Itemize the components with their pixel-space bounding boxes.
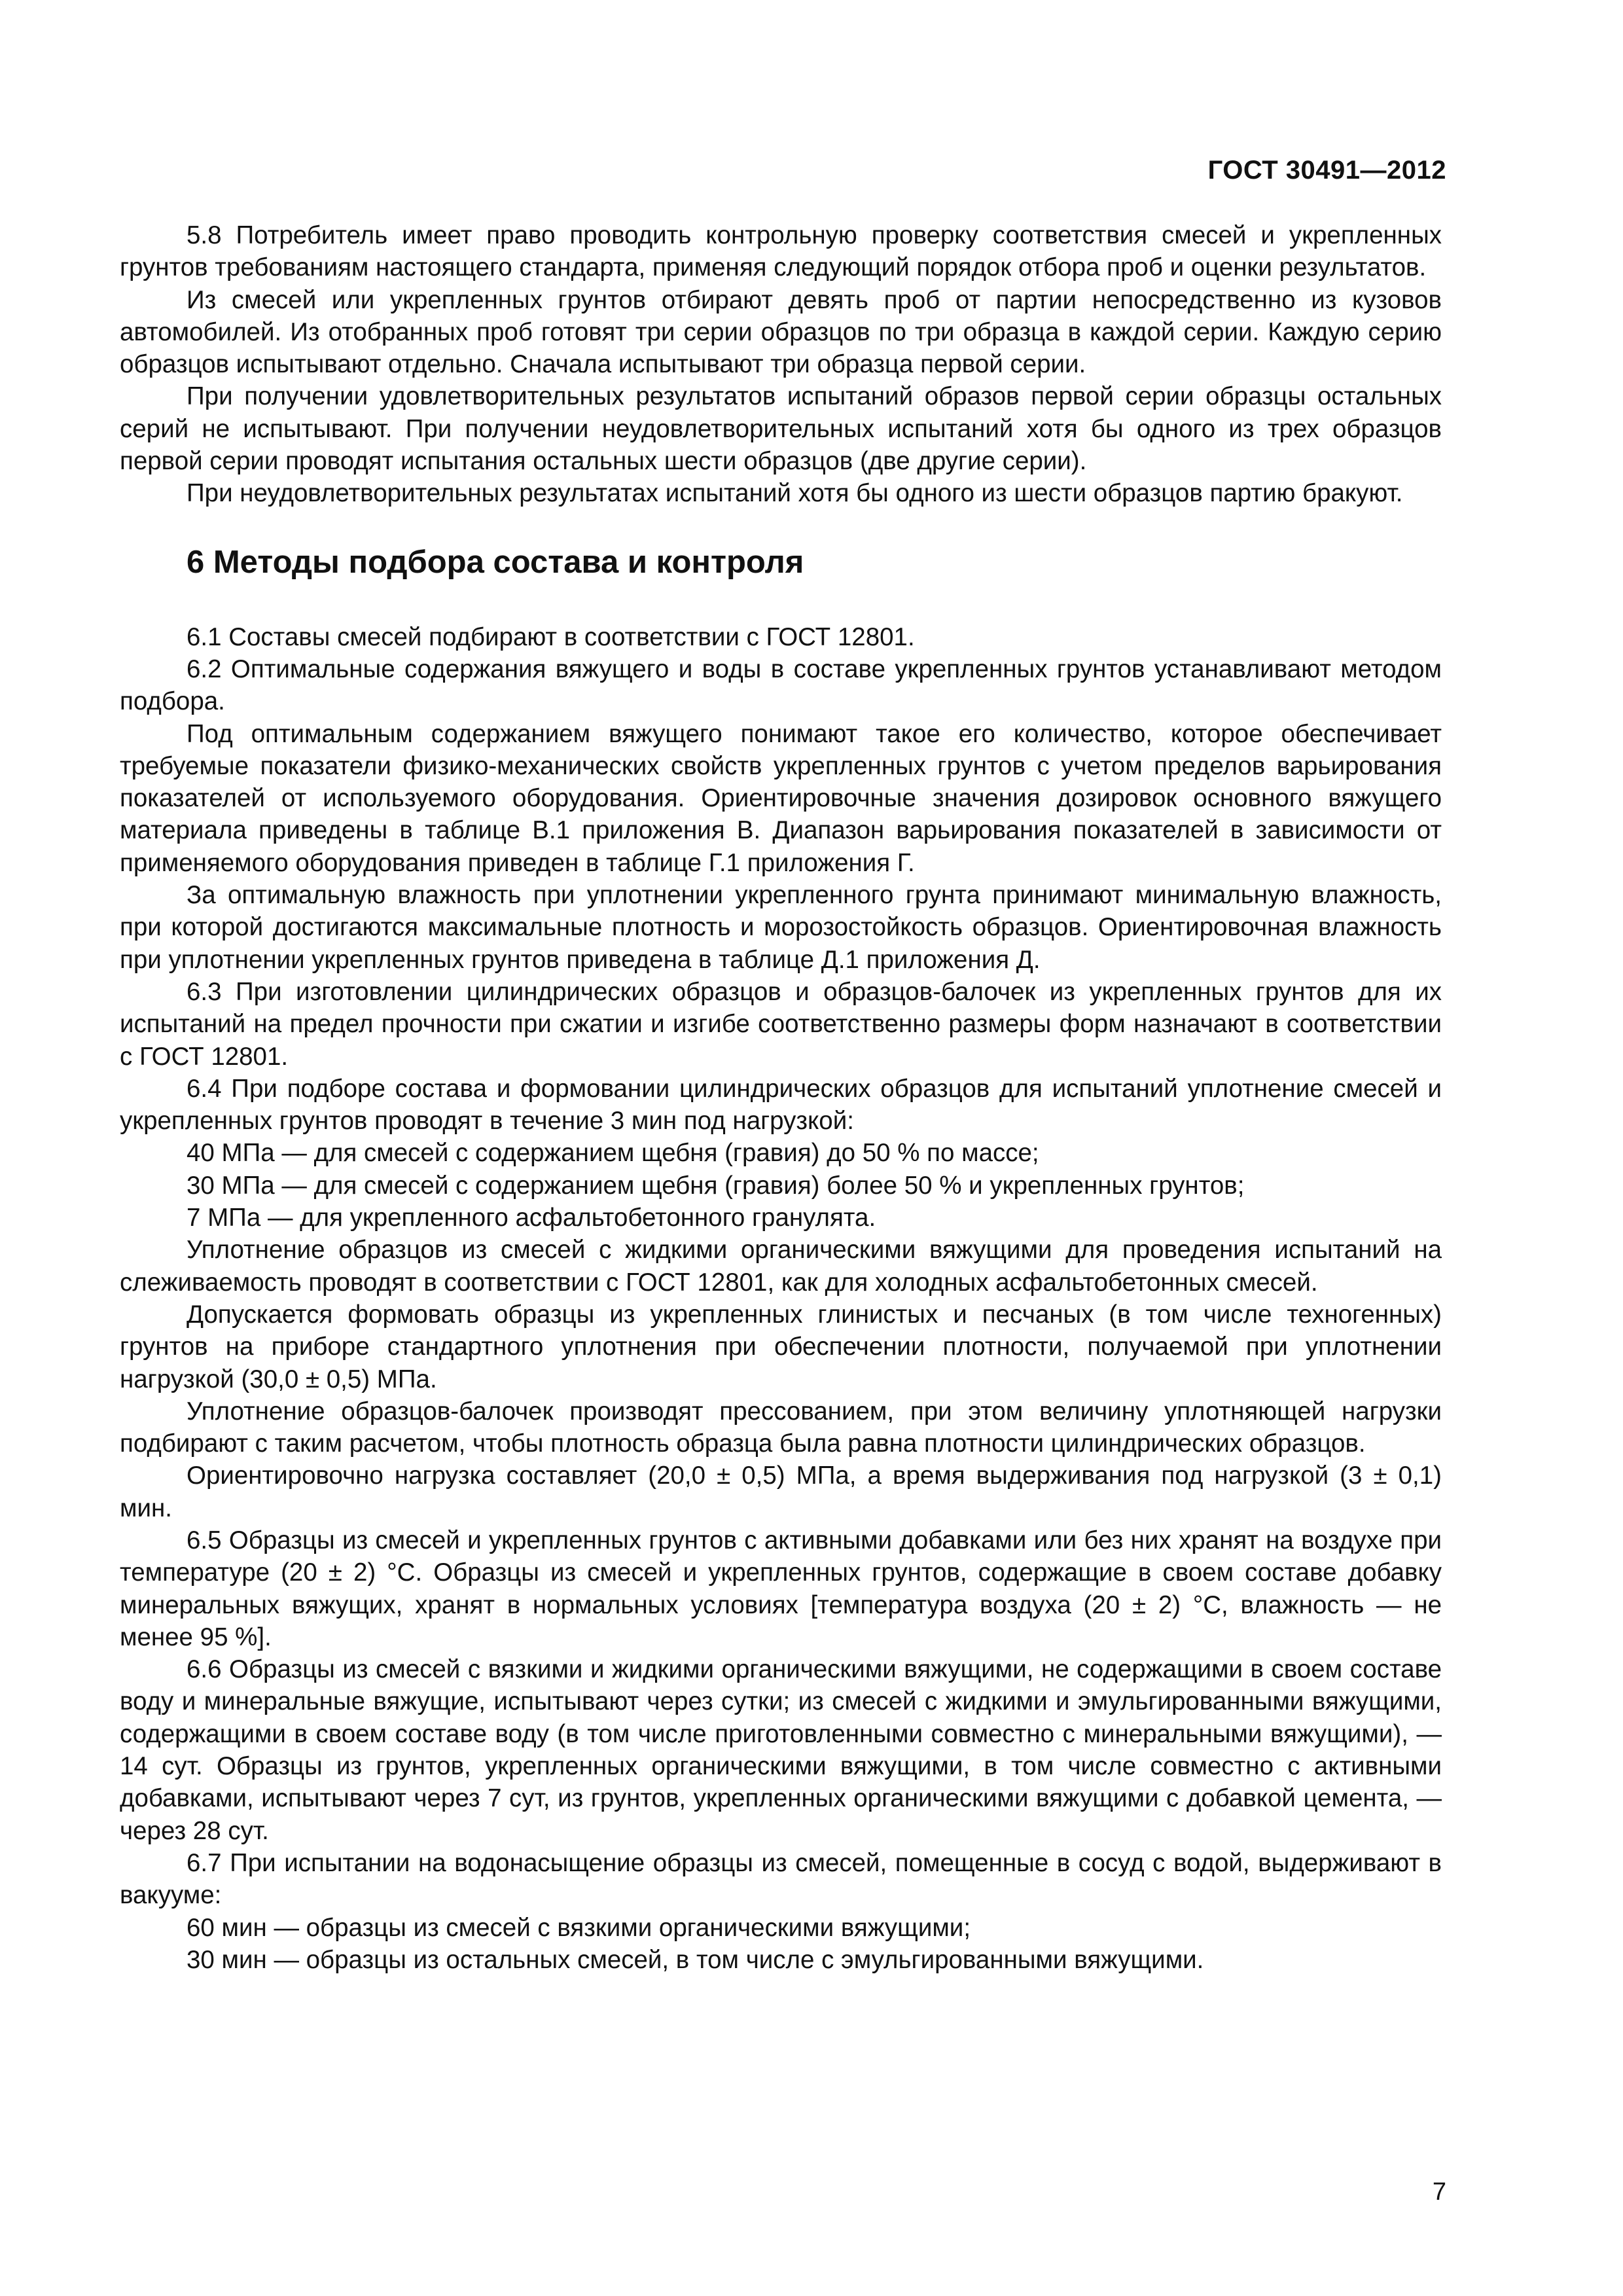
section-6-heading: 6 Методы подбора состава и контроля [187,544,804,580]
paragraph: Уплотнение образцов из смесей с жидкими органическими вяжущими для проведения испытаний на слеживаемость проводят в соответствии с ГОСТ 12801, как для холодных асфальтобетонных смесей. [120,1236,1442,1297]
list-item: 60 мин — образцы из смесей с вязкими органическими вяжущими; [187,1913,971,1942]
paragraph: 5.8 Потребитель имеет право проводить контрольную проверку соответствия смесей и укрепленных грунтов требованиям настоящего стандарта, применяя следующий порядок отбора проб и оценки результатов. [120,221,1442,282]
document-code: ГОСТ 30491—2012 [1207,156,1446,185]
paragraph: 6.6 Образцы из смесей с вязкими и жидкими органическими вяжущими, не содержащими в своем составе воду и минеральные вяжущие, испытывают через сутки; из смесей с жидкими и эмульгированными вяжущими, содержащими в своем составе воду (в том числе приготовленными совместно с минеральными вяжущими), — 14 сут. Образцы из грунтов, укрепленных органическими вяжущими, в том числе совместно с активными добавками, испытывают через 7 сут, из грунтов, укрепленных органическими вяжущими с добавкой цемента, — через 28 сут. [120,1655,1442,1845]
section-5-text [120,219,1442,510]
list-item: 30 мин — образцы из остальных смесей, в том числе с эмульгированными вяжущими. [187,1945,1204,1974]
paragraph: Под оптимальным содержанием вяжущего понимают такое его количество, которое обеспечивает требуемые показатели физико-механических свойств укрепленных грунтов с учетом пределов варьирования показателей от используемого оборудования. Ориентировочные значения дозировок основного вяжущего материала приведены в таблице В.1 приложения В. Диапазон варьирования показателей в зависимости от применяемого оборудования приведен в таблице Г.1 приложения Г. [120,719,1442,877]
paragraph: Из смесей или укрепленных грунтов отбирают девять проб от партии непосредственно из кузовов автомобилей. Из отобранных проб готовят три серии образцов по три образца в каждой серии. Каждую серию образцов испытывают отдельно. Сначала испытывают три образца первой серии. [120,285,1442,379]
list-item: 7 МПа — для укрепленного асфальтобетонного гранулята. [187,1204,876,1232]
list-item: 30 МПа — для смесей с содержанием щебня (гравия) более 50 % и укрепленных грунтов; [187,1171,1245,1200]
paragraph: При получении удовлетворительных результатов испытаний образов первой серии образцы остальных серий не испытывают. При получении неудовлетворительных испытаний хотя бы одного из трех образцов первой серии проводят испытания остальных шести образцов (две другие серии). [120,382,1442,476]
paragraph: 6.4 При подборе состава и формовании цилиндрических образцов для испытаний уплотнение смесей и укрепленных грунтов проводят в течение 3 мин под нагрузкой: [120,1074,1442,1136]
paragraph: За оптимальную влажность при уплотнении укрепленного грунта принимают минимальную влажность, при которой достигаются максимальные плотность и морозостойкость образцов. Ориентировочная влажность при уплотнении укрепленных грунтов приведена в таблице Д.1 приложения Д. [120,881,1442,974]
page-number: 7 [1432,2178,1446,2206]
paragraph: 6.7 При испытании на водонасыщение образцы из смесей, помещенные в сосуд с водой, выдерживают в вакууме: [120,1848,1442,1910]
paragraph: 6.3 При изготовлении цилиндрических образцов и образцов-балочек из укрепленных грунтов для их испытаний на предел прочности при сжатии и изгибе соответственно размеры форм назначают в соответствии с ГОСТ 12801. [120,977,1442,1071]
paragraph: Допускается формовать образцы из укрепленных глинистых и песчаных (в том числе техногенных) грунтов на приборе стандартного уплотнения при обеспечении плотности, получаемой при уплотнении нагрузкой (30,0 ± 0,5) МПа. [120,1300,1442,1393]
paragraph: 6.1 Составы смесей подбирают в соответствии с ГОСТ 12801. [187,622,915,651]
section-6-text [120,621,1442,1976]
paragraph: 6.2 Оптимальные содержания вяжущего и воды в составе укрепленных грунтов устанавливают методом подбора. [120,655,1442,716]
paragraph: Ориентировочно нагрузка составляет (20,0 ± 0,5) МПа, а время выдерживания под нагрузкой (3 ± 0,1) мин. [120,1462,1442,1522]
paragraph: Уплотнение образцов-балочек производят прессованием, при этом величину уплотняющей нагрузки подбирают с таким расчетом, чтобы плотность образца была равна плотности цилиндрических образцов. [120,1397,1442,1458]
paragraph: При неудовлетворительных результатах испытаний хотя бы одного из шести образцов партию бракуют. [187,479,1403,508]
paragraph: 6.5 Образцы из смесей и укрепленных грунтов с активными добавками или без них хранят на воздухе при температуре (20 ± 2) °С. Образцы из смесей и укрепленных грунтов, содержащие в своем составе добавку минеральных вяжущих, хранят в нормальных условиях [температура воздуха (20 ± 2) °С, влажность — не менее 95 %]. [120,1526,1442,1651]
page-body [120,219,1442,1976]
list-item: 40 МПа — для смесей с содержанием щебня (гравия) до 50 % по массе; [187,1139,1039,1168]
